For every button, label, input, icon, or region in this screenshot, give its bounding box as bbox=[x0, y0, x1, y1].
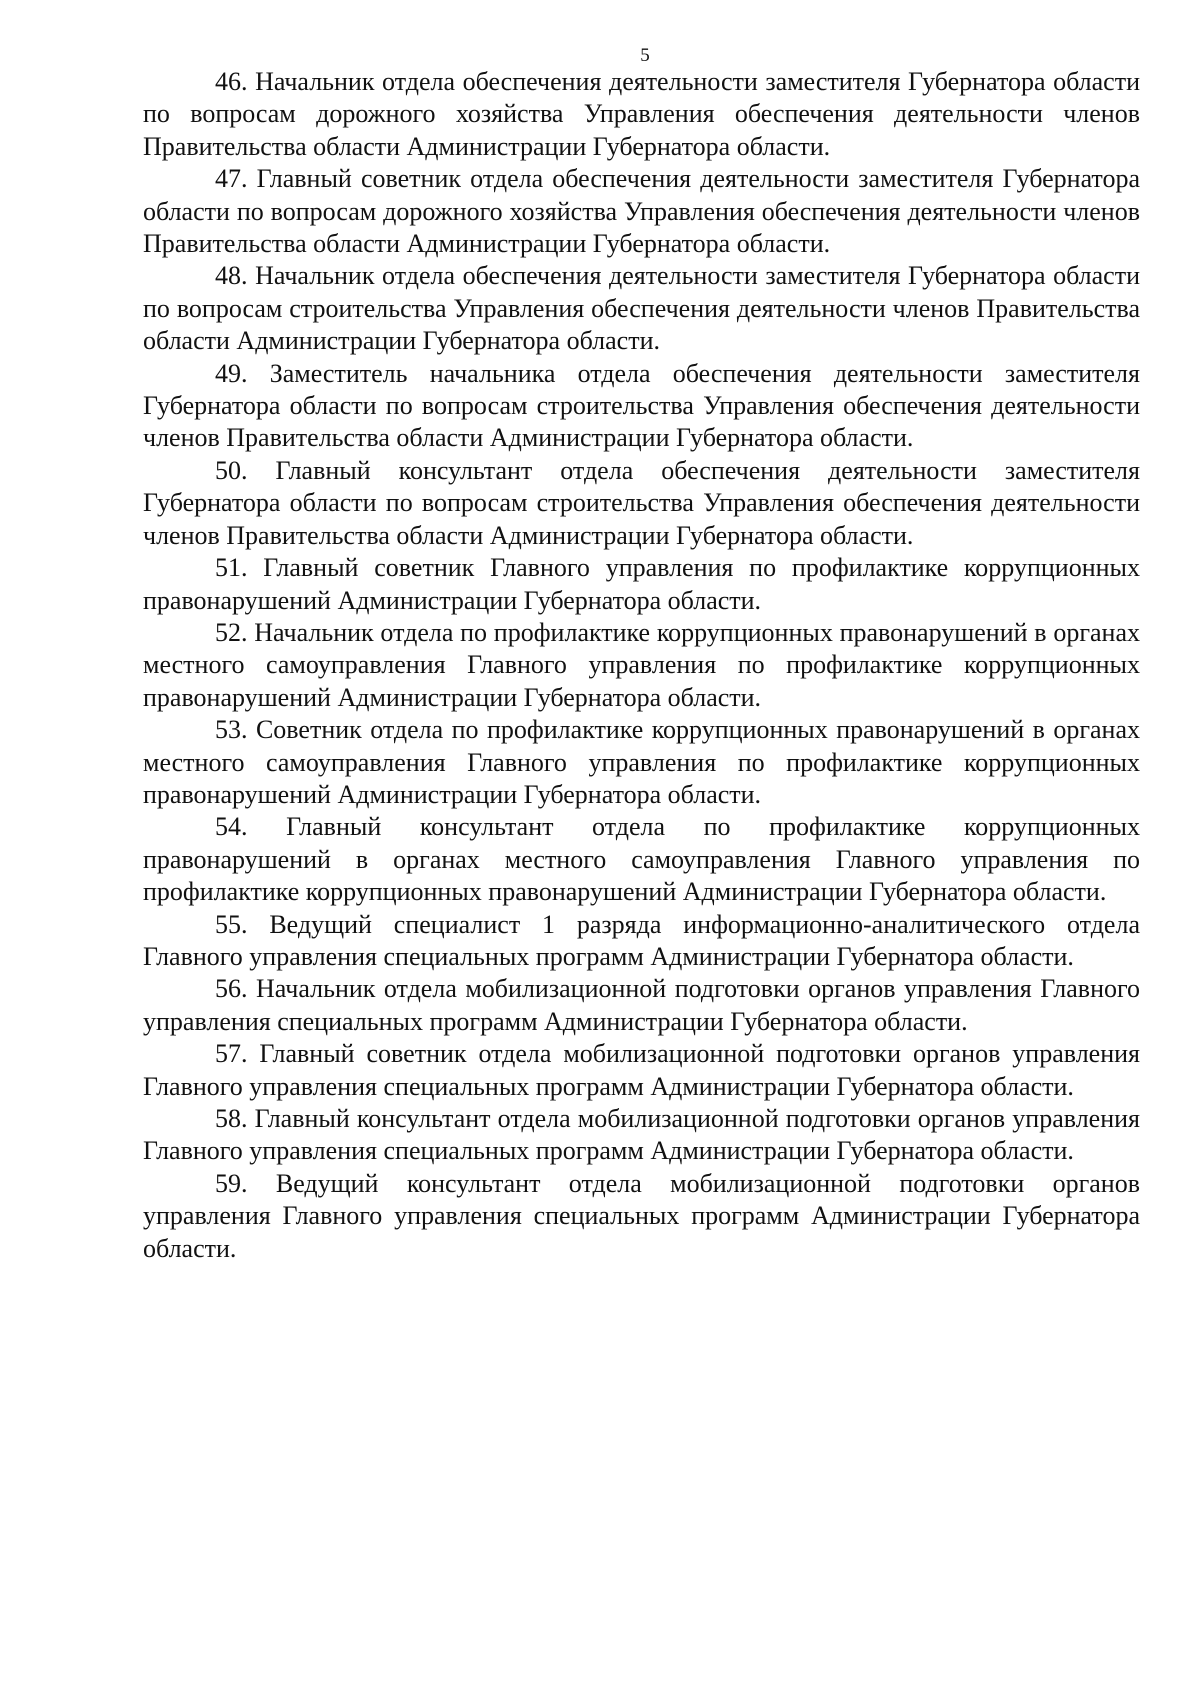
list-item: 55. Ведущий специалист 1 разряда информационно-аналитического отдела Главного управления специальных программ Администрации Губернатора области. bbox=[143, 909, 1140, 971]
list-item: 50. Главный консультант отдела обеспечения деятельности заместителя Губернатора области по вопросам строительства Управления обеспечения деятельности членов Правительства области Администрации Губернатора области. bbox=[143, 455, 1140, 550]
list-item: 58. Главный консультант отдела мобилизационной подготовки органов управления Главного управления специальных программ Администрации Губернатора области. bbox=[143, 1104, 1140, 1166]
document-body bbox=[143, 66, 1140, 1265]
list-item: 52. Начальник отдела по профилактике коррупционных правонарушений в органах местного самоуправления Главного управления по профилактике коррупционных правонарушений Администрации Губернатора области. bbox=[143, 617, 1140, 712]
list-item: 56. Начальник отдела мобилизационной подготовки органов управления Главного управления специальных программ Администрации Губернатора области. bbox=[143, 974, 1140, 1036]
list-item: 53. Советник отдела по профилактике коррупционных правонарушений в органах местного самоуправления Главного управления по профилактике коррупционных правонарушений Администрации Губернатора области. bbox=[143, 715, 1140, 809]
list-item: 49. Заместитель начальника отдела обеспечения деятельности заместителя Губернатора области по вопросам строительства Управления обеспечения деятельности членов Правительства области Администрации Губернатора области. bbox=[143, 358, 1140, 453]
list-item: 51. Главный советник Главного управления по профилактике коррупционных правонарушений Администрации Губернатора области. bbox=[143, 553, 1140, 615]
list-item: 48. Начальник отдела обеспечения деятельности заместителя Губернатора области по вопросам строительства Управления обеспечения деятельности членов Правительства области Администрации Губернатора области. bbox=[143, 261, 1140, 356]
list-item: 46. Начальник отдела обеспечения деятельности заместителя Губернатора области по вопросам дорожного хозяйства Управления обеспечения деятельности членов Правительства области Администрации Губернатора области. bbox=[143, 67, 1140, 161]
list-item: 47. Главный советник отдела обеспечения деятельности заместителя Губернатора области по вопросам дорожного хозяйства Управления обеспечения деятельности членов Правительства области Администрации Губернатора области. bbox=[143, 164, 1140, 259]
list-item: 57. Главный советник отдела мобилизационной подготовки органов управления Главного управления специальных программ Администрации Губернатора области. bbox=[143, 1039, 1140, 1101]
page-number: 5 bbox=[640, 45, 650, 66]
list-item: 54. Главный консультант отдела по профилактике коррупционных правонарушений в органах местного самоуправления Главного управления по профилактике коррупционных правонарушений Администрации Губернатора области. bbox=[143, 812, 1140, 907]
list-item: 59. Ведущий консультант отдела мобилизационной подготовки органов управления Главного управления специальных программ Администрации Губернатора области. bbox=[143, 1168, 1140, 1263]
